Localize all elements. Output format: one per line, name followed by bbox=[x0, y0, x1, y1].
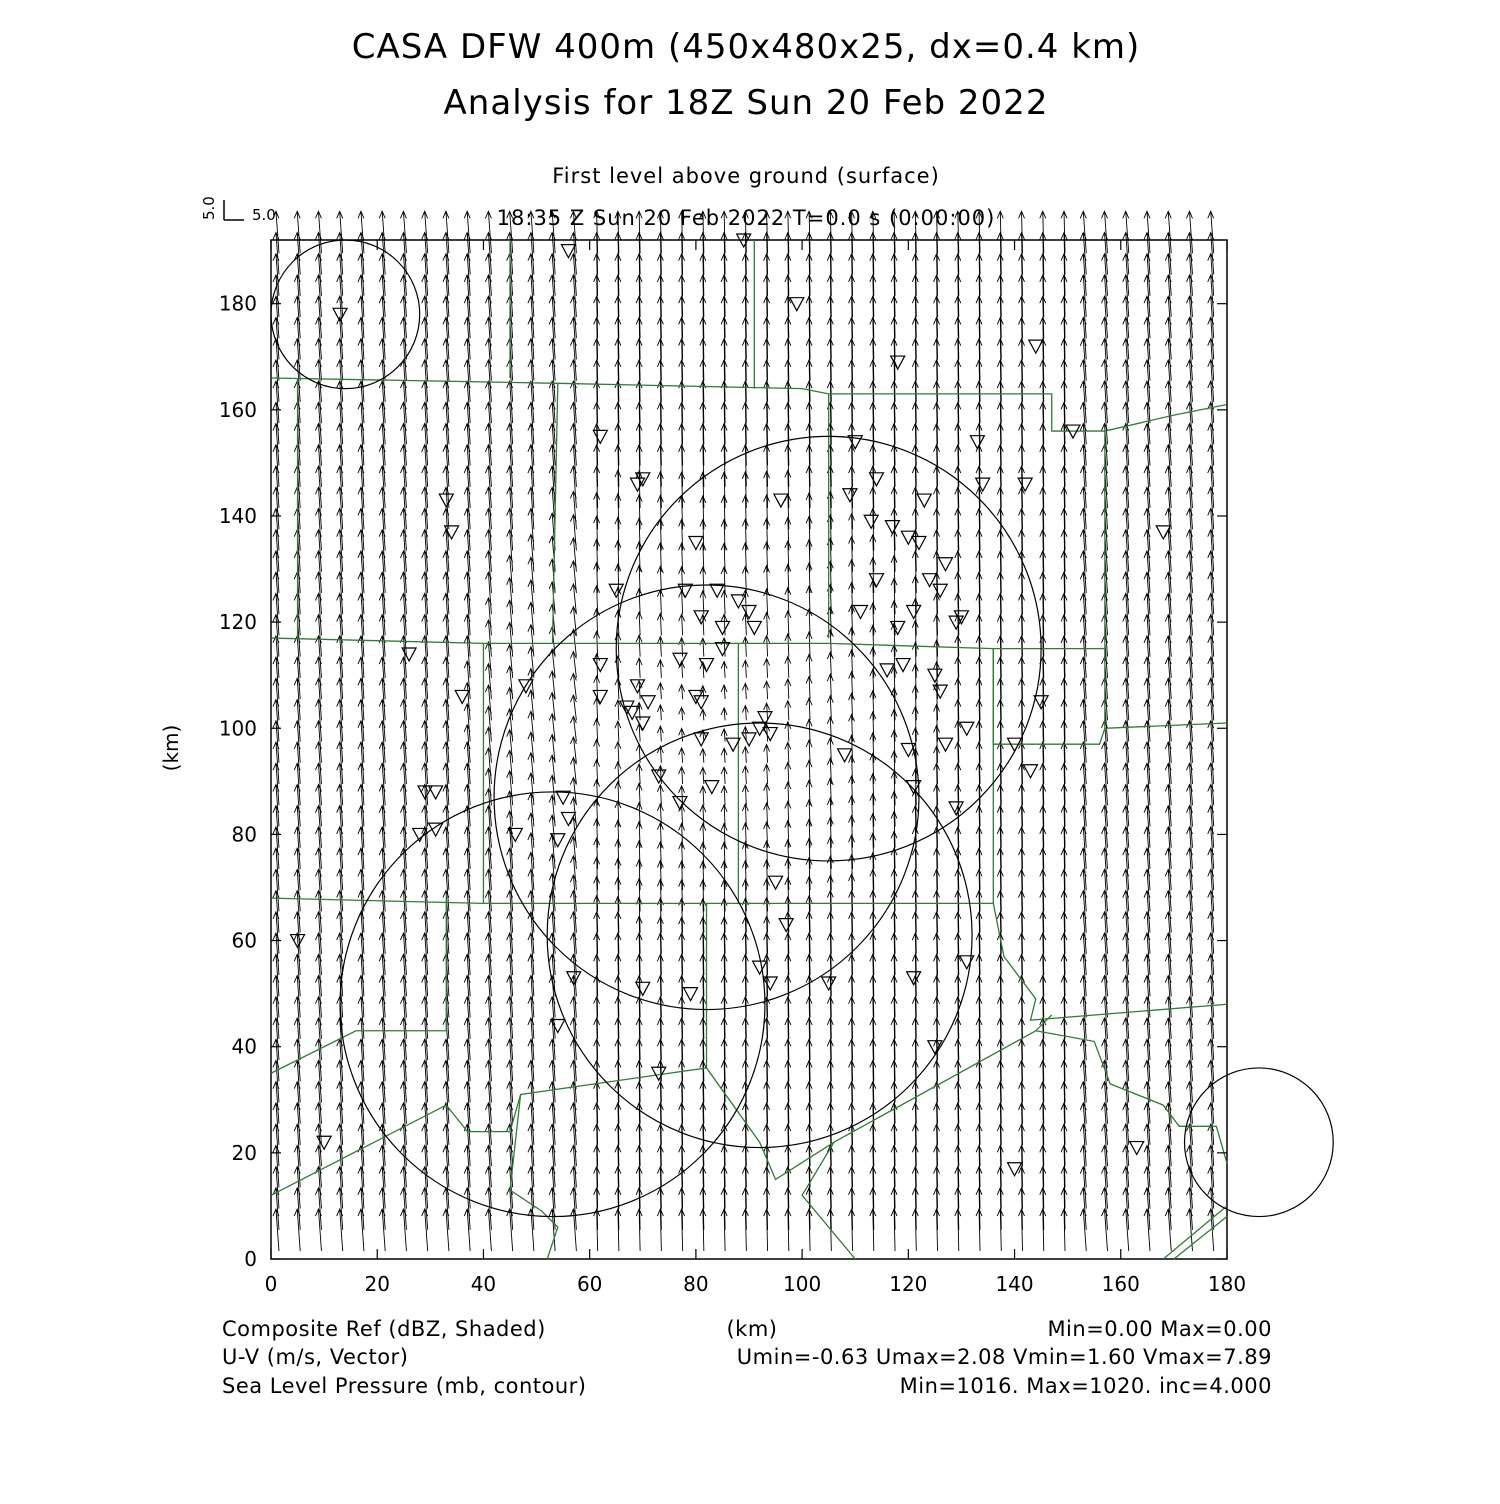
wind-vector bbox=[657, 705, 663, 720]
station-marker bbox=[869, 473, 883, 486]
wind-vector bbox=[636, 589, 642, 614]
contour-field-stats: Min=1016. Max=1020. inc=4.000 bbox=[899, 1374, 1272, 1398]
wind-vector bbox=[764, 681, 770, 699]
wind-vector bbox=[764, 764, 770, 784]
county-line bbox=[271, 898, 993, 903]
vector-key-u-label: 5.0 bbox=[252, 206, 276, 224]
station-marker bbox=[455, 690, 469, 703]
wind-vector bbox=[679, 767, 685, 784]
wind-vector bbox=[785, 611, 791, 636]
station-marker bbox=[593, 430, 607, 443]
range-ring bbox=[1185, 1068, 1334, 1217]
wind-vector bbox=[679, 614, 685, 635]
wind-vector bbox=[636, 635, 642, 656]
vector-field-label: U-V (m/s, Vector) bbox=[222, 1345, 409, 1369]
station-marker bbox=[960, 722, 974, 735]
wind-vector bbox=[615, 721, 621, 741]
y-tick-label: 140 bbox=[218, 503, 257, 528]
wind-vector bbox=[785, 742, 791, 762]
wind-vector bbox=[657, 590, 663, 614]
wind-vector bbox=[721, 767, 727, 784]
vector-field-stats: Umin=-0.63 Umax=2.08 Vmin=1.60 Vmax=7.89 bbox=[736, 1345, 1272, 1369]
wind-vector bbox=[679, 567, 685, 593]
station-marker bbox=[912, 537, 926, 550]
wind-vector bbox=[657, 1209, 663, 1251]
wind-vector bbox=[721, 591, 727, 615]
wind-vector bbox=[742, 660, 748, 678]
wind-vector bbox=[764, 745, 770, 763]
wind-vector bbox=[1019, 1209, 1025, 1251]
x-tick-label: 140 bbox=[995, 1272, 1034, 1296]
wind-vector bbox=[657, 660, 663, 678]
station-marker bbox=[880, 664, 894, 677]
wind-vector bbox=[764, 1209, 770, 1251]
wind-vector bbox=[849, 1209, 855, 1251]
wind-vector bbox=[657, 726, 663, 742]
station-marker bbox=[779, 919, 793, 932]
wind-vector bbox=[679, 707, 685, 720]
wind-vector bbox=[1040, 1209, 1046, 1251]
wind-vector bbox=[679, 685, 685, 699]
wind-vector bbox=[700, 749, 706, 763]
station-marker bbox=[1034, 696, 1048, 709]
station-marker bbox=[763, 728, 777, 741]
y-tick-label: 0 bbox=[244, 1247, 257, 1271]
y-tick-label: 100 bbox=[218, 716, 257, 741]
wind-vector bbox=[764, 636, 770, 657]
station-marker bbox=[715, 621, 729, 634]
station-marker bbox=[949, 802, 963, 815]
wind-vector bbox=[997, 1209, 1003, 1251]
county-line bbox=[271, 898, 446, 1073]
wind-vector bbox=[806, 654, 812, 677]
wind-vector bbox=[700, 709, 706, 720]
wind-vector bbox=[615, 700, 621, 720]
y-axis-unit: (km) bbox=[159, 724, 183, 772]
station-marker bbox=[939, 558, 953, 571]
county-line bbox=[1163, 1206, 1227, 1259]
wind-vector bbox=[657, 785, 663, 805]
station-marker bbox=[907, 606, 921, 619]
wind-vector bbox=[721, 662, 727, 678]
county-line bbox=[1174, 1217, 1227, 1259]
y-tick-label: 80 bbox=[231, 822, 257, 847]
wind-vector bbox=[594, 719, 600, 742]
station-marker bbox=[864, 515, 878, 528]
wind-vector bbox=[721, 748, 727, 763]
wind-vector bbox=[934, 1209, 940, 1251]
wind-vector bbox=[742, 706, 748, 721]
y-tick-label: 120 bbox=[218, 610, 257, 635]
radar-range-rings bbox=[271, 240, 1333, 1217]
y-tick-label: 160 bbox=[218, 397, 257, 422]
plot-title: CASA DFW 400m (450x480x25, dx=0.4 km) bbox=[351, 27, 1141, 67]
wind-vector bbox=[742, 637, 748, 657]
wind-vector bbox=[785, 679, 791, 699]
station-marker bbox=[917, 494, 931, 507]
wind-vector bbox=[679, 748, 685, 763]
station-marker bbox=[630, 680, 644, 693]
wind-vector bbox=[976, 1209, 982, 1251]
y-axis bbox=[219, 292, 1227, 1271]
range-ring bbox=[271, 240, 420, 389]
x-tick-label: 180 bbox=[1207, 1272, 1247, 1296]
wind-vector bbox=[764, 612, 770, 635]
wind-vector bbox=[657, 637, 663, 657]
valid-time-label: 18:35 Z Sun 20 Feb 2022 T=0.0 s (0:00:00) bbox=[496, 206, 996, 230]
wind-vector bbox=[721, 786, 727, 805]
wind-vector bbox=[742, 1209, 748, 1251]
wind-vector bbox=[806, 676, 812, 699]
wind-vector bbox=[636, 658, 642, 678]
station-marker bbox=[705, 781, 719, 794]
wind-vector bbox=[1061, 1209, 1067, 1251]
wind-vector bbox=[721, 685, 727, 699]
shade-field-label: Composite Ref (dBZ, Shaded) bbox=[222, 1317, 546, 1341]
wind-vector bbox=[594, 1209, 600, 1251]
station-marker bbox=[896, 659, 910, 672]
wind-vector bbox=[891, 1209, 897, 1251]
wind-vector bbox=[742, 766, 748, 784]
station-marker bbox=[891, 621, 905, 634]
y-tick-label: 40 bbox=[231, 1034, 257, 1059]
station-marker bbox=[1008, 1163, 1022, 1176]
wind-vector bbox=[742, 683, 748, 699]
y-tick-label: 20 bbox=[231, 1140, 257, 1165]
wind-vector bbox=[806, 719, 812, 741]
wind-vector bbox=[742, 785, 748, 805]
wind-vector bbox=[785, 1209, 791, 1251]
wind-vector bbox=[636, 764, 642, 784]
x-tick-label: 80 bbox=[683, 1272, 709, 1296]
station-marker bbox=[774, 494, 788, 507]
station-marker bbox=[869, 574, 883, 587]
x-tick-label: 40 bbox=[470, 1272, 497, 1296]
wind-vector bbox=[955, 1209, 961, 1251]
wind-vector bbox=[806, 1209, 812, 1251]
wind-vector bbox=[700, 1209, 706, 1251]
station-marker bbox=[556, 791, 570, 804]
wind-vector bbox=[785, 634, 791, 657]
station-marker bbox=[854, 606, 868, 619]
station-marker bbox=[636, 982, 650, 995]
wind-vector bbox=[700, 638, 706, 656]
wind-vector bbox=[679, 1209, 685, 1251]
vector-key bbox=[200, 196, 276, 224]
x-axis-unit: (km) bbox=[726, 1317, 778, 1341]
station-marker bbox=[907, 972, 921, 985]
station-marker bbox=[1023, 765, 1037, 778]
range-ring bbox=[547, 723, 972, 1148]
wind-vector bbox=[742, 747, 748, 763]
wind-vector bbox=[679, 728, 685, 741]
x-tick-label: 20 bbox=[364, 1272, 390, 1296]
wind-vector bbox=[806, 632, 812, 657]
plot-subtitle: Analysis for 18Z Sun 20 Feb 2022 bbox=[443, 83, 1049, 123]
wind-vector bbox=[636, 1209, 642, 1251]
y-tick-label: 180 bbox=[218, 291, 257, 316]
county-line bbox=[993, 649, 1105, 745]
x-tick-label: 0 bbox=[264, 1272, 278, 1296]
wind-vector bbox=[700, 786, 706, 805]
wind-vector bbox=[657, 683, 663, 699]
level-label: First level above ground (surface) bbox=[552, 164, 940, 188]
x-axis bbox=[265, 240, 1246, 1296]
wind-vector bbox=[721, 708, 727, 720]
station-marker bbox=[689, 690, 703, 703]
wind-vector-field bbox=[273, 211, 1214, 1251]
station-marker bbox=[1130, 1142, 1144, 1155]
station-marker bbox=[790, 298, 804, 311]
vector-key-v-label: 5.0 bbox=[200, 196, 218, 220]
wind-vector bbox=[615, 742, 621, 763]
station-marker bbox=[753, 961, 767, 974]
shade-field-stats: Min=0.00 Max=0.00 bbox=[1047, 1317, 1272, 1341]
wind-vector bbox=[785, 762, 791, 784]
x-tick-label: 60 bbox=[576, 1272, 603, 1296]
wind-vector bbox=[721, 1209, 727, 1251]
wind-vector bbox=[657, 613, 663, 635]
wind-vector bbox=[806, 698, 812, 720]
station-marker bbox=[960, 956, 974, 969]
station-marker bbox=[939, 738, 953, 751]
station-marker bbox=[742, 733, 756, 746]
wind-vector bbox=[700, 567, 706, 593]
station-marker bbox=[970, 436, 984, 449]
station-marker bbox=[641, 696, 655, 709]
station-marker bbox=[769, 876, 783, 889]
station-marker bbox=[684, 988, 698, 1001]
contour-field-label: Sea Level Pressure (mb, contour) bbox=[222, 1374, 587, 1398]
y-tick-label: 60 bbox=[231, 928, 257, 953]
wind-vector bbox=[636, 612, 642, 635]
wind-vector bbox=[700, 686, 706, 699]
wind-vector bbox=[615, 1209, 621, 1251]
wind-vector bbox=[912, 1209, 918, 1251]
station-marker bbox=[620, 701, 634, 714]
station-marker bbox=[747, 621, 761, 634]
station-marker bbox=[593, 659, 607, 672]
x-tick-label: 120 bbox=[889, 1272, 928, 1296]
station-marker bbox=[1029, 340, 1043, 353]
wind-vector bbox=[785, 701, 791, 721]
station-marker bbox=[928, 669, 942, 682]
wind-vector bbox=[870, 1209, 876, 1251]
wind-vector bbox=[785, 657, 791, 678]
station-marker bbox=[885, 521, 899, 534]
station-marker bbox=[636, 717, 650, 730]
x-tick-label: 160 bbox=[1101, 1272, 1140, 1296]
wind-vector bbox=[764, 659, 770, 678]
x-tick-label: 100 bbox=[783, 1272, 822, 1296]
